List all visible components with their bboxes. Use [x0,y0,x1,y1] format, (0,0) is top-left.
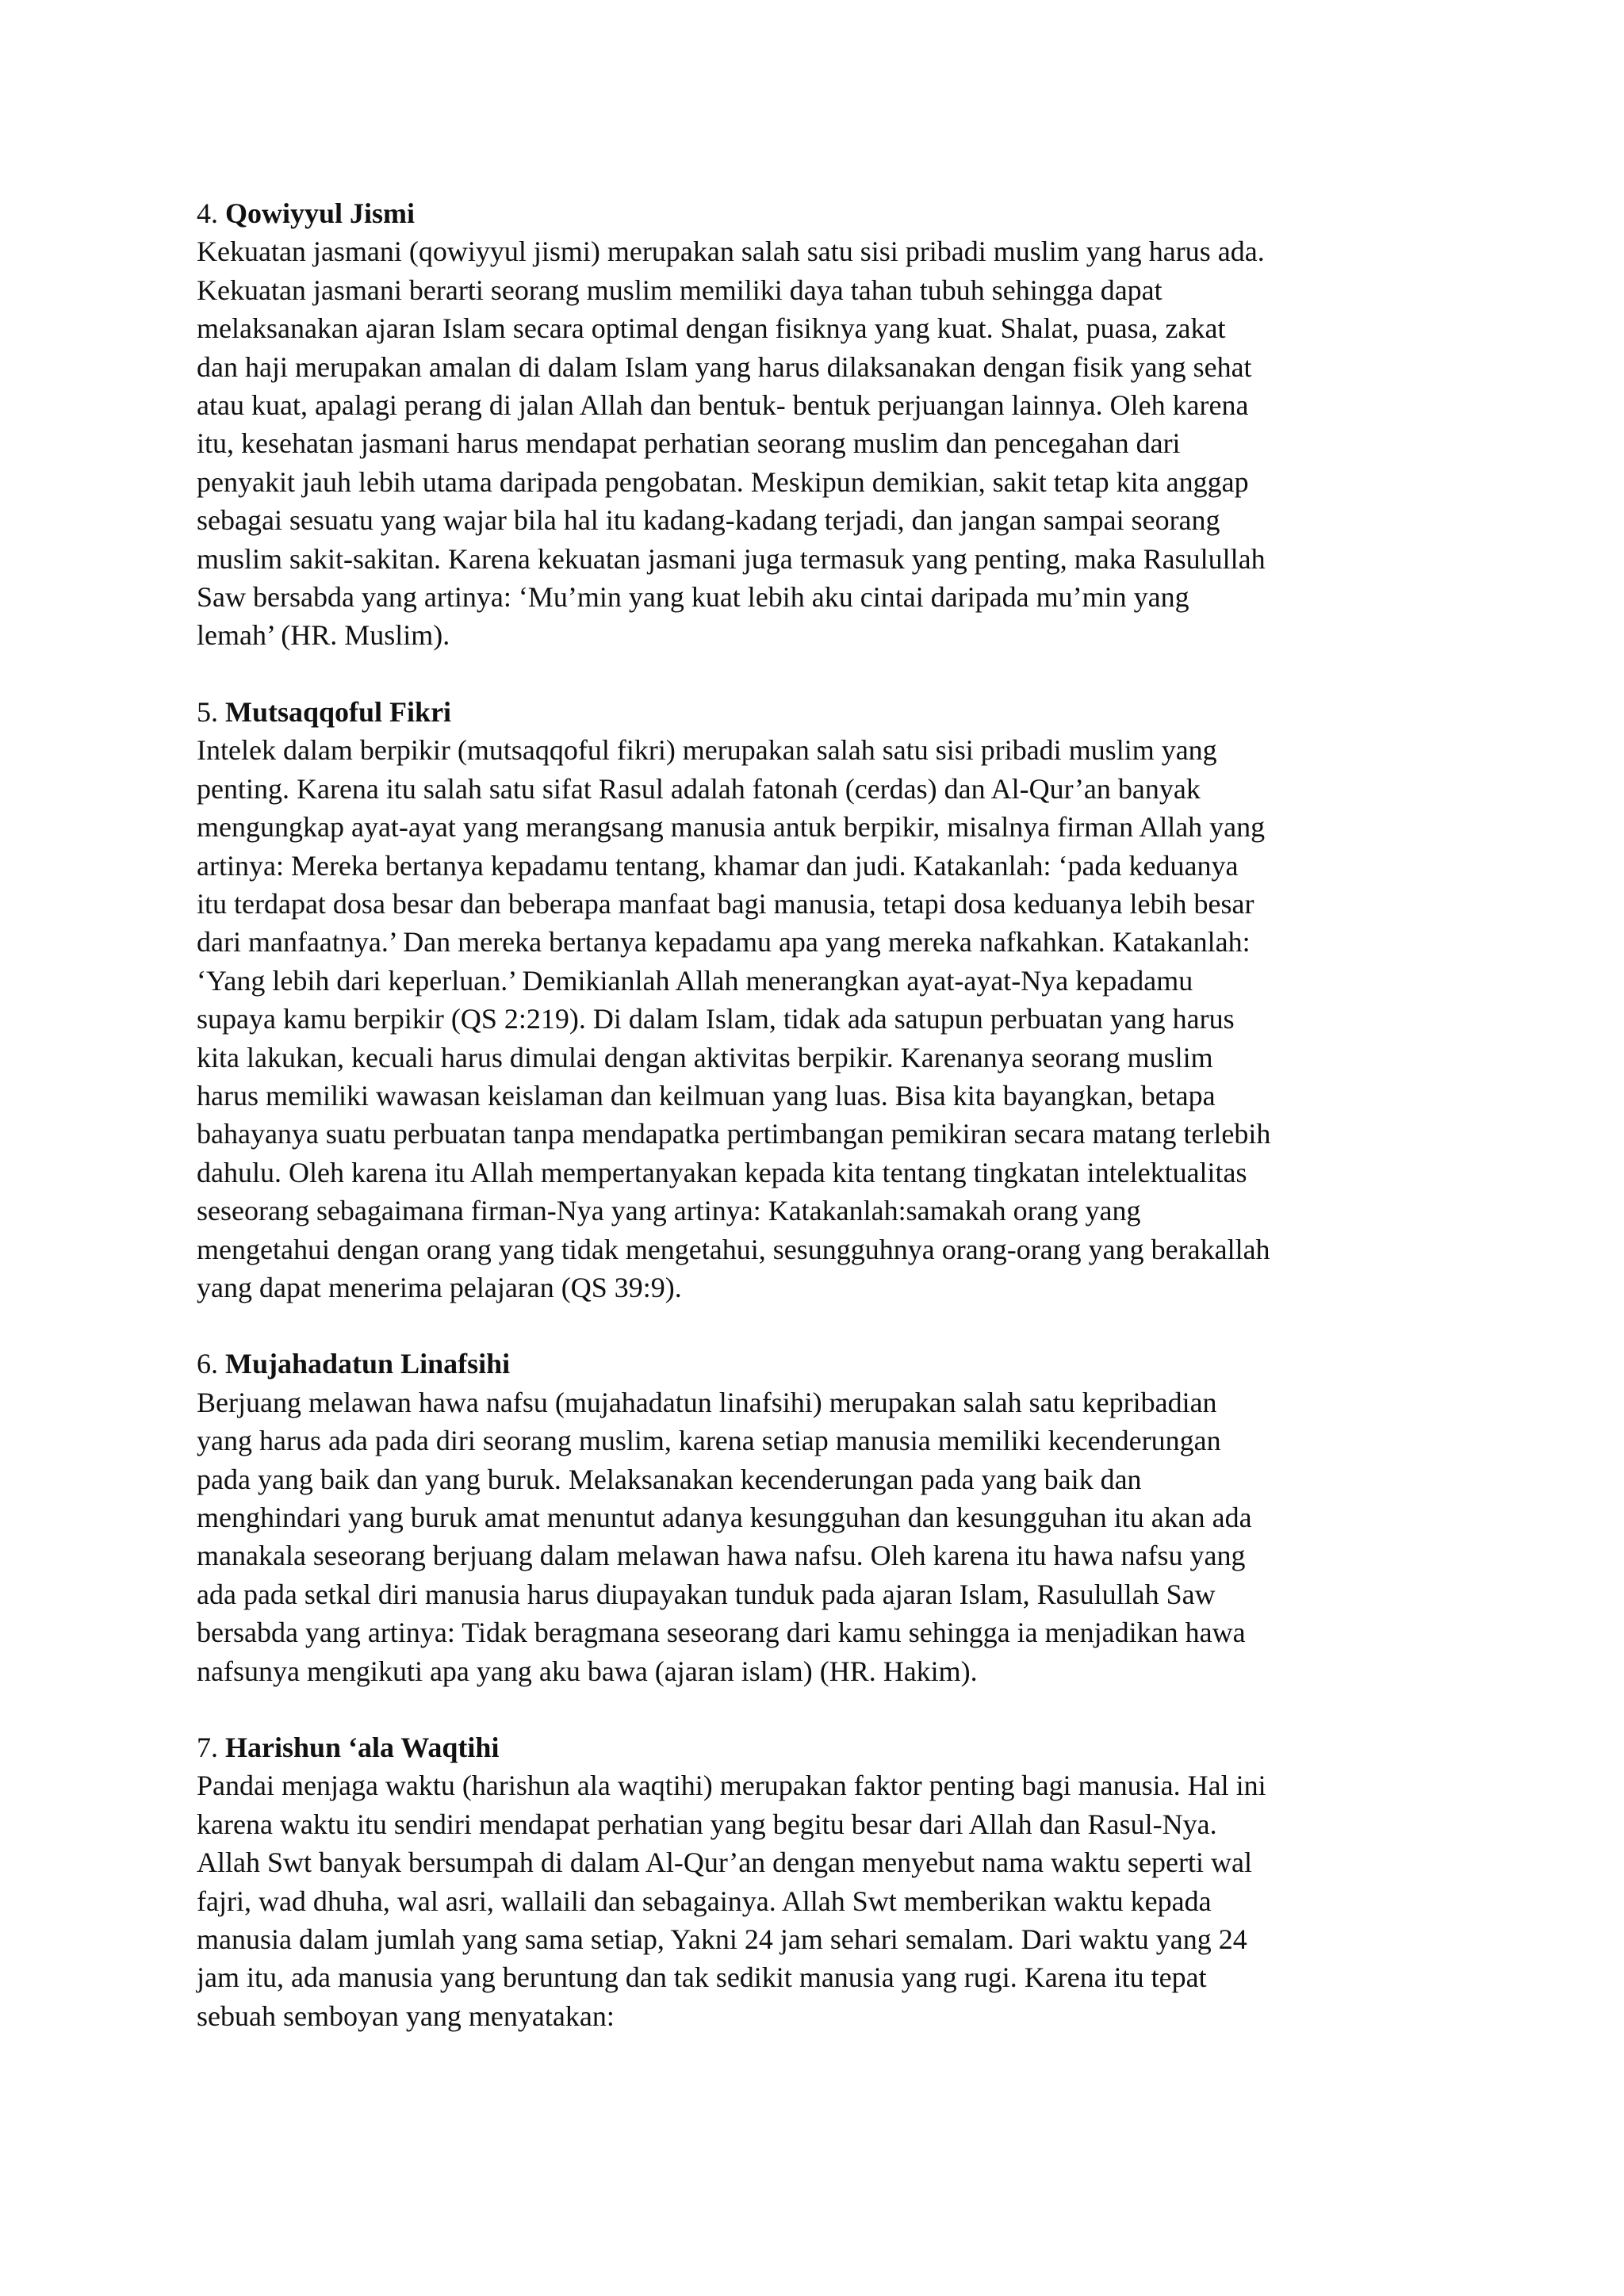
section-number: 7. [197,1732,218,1764]
section-title: Qowiyyul Jismi [225,197,416,229]
section-harishun-ala-waqtihi [197,1728,1434,2035]
paragraph-line: dari manfaatnya.’ Dan mereka bertanya kepadamu apa yang mereka nafkahkan. Katakanlah: [197,926,1251,959]
paragraph-line: yang dapat menerima pelajaran (QS 39:9). [197,1271,682,1303]
paragraph-line: ada pada setkal diri manusia harus diupayakan tunduk pada ajaran Islam, Rasulullah Saw [197,1578,1216,1610]
paragraph-line: itu, kesehatan jasmani harus mendapat perhatian seorang muslim dan pencegahan dari [197,427,1181,460]
paragraph-line: Saw bersabda yang artinya: ‘Mu’min yang kuat lebih aku cintai daripada mu’min yang [197,581,1189,614]
paragraph-line: penyakit jauh lebih utama daripada pengobatan. Meskipun demikian, sakit tetap kita anggap [197,465,1249,498]
paragraph-line: sebuah semboyan yang menyatakan: [197,1999,615,2032]
paragraph-line: melaksanakan ajaran Islam secara optimal dengan fisiknya yang kuat. Shalat, puasa, zakat [197,312,1226,345]
paragraph-line: manakala seseorang berjuang dalam melawan hawa nafsu. Oleh karena itu hawa nafsu yang [197,1540,1246,1572]
paragraph-line: Allah Swt banyak bersumpah di dalam Al-Qur’an dengan menyebut nama waktu seperti wal [197,1846,1252,1879]
paragraph-line: lemah’ (HR. Muslim). [197,619,450,652]
paragraph-line: seseorang sebagaimana firman-Nya yang artinya: Katakanlah:samakah orang yang [197,1195,1141,1227]
paragraph-line: dan haji merupakan amalan di dalam Islam yang harus dilaksanakan dengan fisik yang sehat [197,350,1252,383]
paragraph-line: Berjuang melawan hawa nafsu (mujahadatun linafsihi) merupakan salah satu kepribadian [197,1386,1217,1418]
paragraph-line: muslim sakit-sakitan. Karena kekuatan jasmani juga termasuk yang penting, maka Rasulullah [197,542,1266,575]
paragraph-line: artinya: Mereka bertanya kepadamu tentang, khamar dan judi. Katakanlah: ‘pada keduanya [197,849,1239,882]
paragraph-line: penting. Karena itu salah satu sifat Rasul adalah fatonah (cerdas) dan Al-Qur’an banyak [197,772,1201,805]
paragraph-line: itu terdapat dosa besar dan beberapa manfaat bagi manusia, tetapi dosa keduanya lebih besar [197,887,1254,920]
section-heading [197,1345,1434,1383]
paragraph-line: jam itu, ada manusia yang beruntung dan tak sedikit manusia yang rugi. Karena itu tepat [197,1961,1207,1994]
paragraph-line: karena waktu itu sendiri mendapat perhatian yang begitu besar dari Allah dan Rasul-Nya. [197,1808,1217,1840]
section-title: Mujahadatun Linafsihi [225,1348,511,1380]
paragraph-line: nafsunya mengikuti apa yang aku bawa (ajaran islam) (HR. Hakim). [197,1655,978,1687]
paragraph-line: bersabda yang artinya: Tidak beragmana seseorang dari kamu sehingga ia menjadikan hawa [197,1617,1246,1649]
document-page [197,194,1434,2073]
paragraph-line: mengetahui dengan orang yang tidak mengetahui, sesungguhnya orang-orang yang berakallah [197,1233,1270,1265]
section-number: 5. [197,695,218,728]
paragraph-line: fajri, wad dhuha, wal asri, wallaili dan sebagainya. Allah Swt memberikan waktu kepada [197,1885,1212,1917]
section-heading [197,693,1434,731]
section-heading [197,194,1434,232]
paragraph-line: Intelek dalam berpikir (mutsaqqoful fikri) merupakan salah satu sisi pribadi muslim yang [197,734,1217,767]
paragraph-line: mengungkap ayat-ayat yang merangsang manusia antuk berpikir, misalnya firman Allah yang [197,811,1266,844]
paragraph-line: dahulu. Oleh karena itu Allah mempertanyakan kepada kita tentang tingkatan intelektualitas [197,1156,1247,1188]
section-number: 4. [197,197,218,229]
paragraph-line: supaya kamu berpikir (QS 2:219). Di dalam Islam, tidak ada satupun perbuatan yang harus [197,1003,1235,1035]
section-mutsaqqoful-fikri [197,693,1434,1307]
paragraph-line: kita lakukan, kecuali harus dimulai dengan aktivitas berpikir. Karenanya seorang muslim [197,1041,1213,1073]
paragraph-line: Kekuatan jasmani berarti seorang muslim memiliki daya tahan tubuh sehingga dapat [197,274,1162,306]
section-mujahadatun-linafsihi [197,1345,1434,1690]
paragraph-line: Kekuatan jasmani (qowiyyul jismi) merupakan salah satu sisi pribadi muslim yang harus ada. [197,235,1265,268]
paragraph-line: atau kuat, apalagi perang di jalan Allah dan bentuk- bentuk perjuangan lainnya. Oleh karena [197,389,1249,422]
paragraph-line: sebagai sesuatu yang wajar bila hal itu kadang-kadang terjadi, dan jangan sampai seorang [197,504,1220,537]
paragraph-line: harus memiliki wawasan keislaman dan keilmuan yang luas. Bisa kita bayangkan, betapa [197,1079,1216,1112]
section-title: Mutsaqqoful Fikri [225,695,452,728]
paragraph-line: bahayanya suatu perbuatan tanpa mendapatka pertimbangan pemikiran secara matang terlebih [197,1118,1271,1150]
section-number: 6. [197,1348,218,1380]
paragraph-line: yang harus ada pada diri seorang muslim, karena setiap manusia memiliki kecenderungan [197,1425,1221,1457]
section-qowiyyul-jismi [197,194,1434,655]
paragraph-line: menghindari yang buruk amat menuntut adanya kesungguhan dan kesungguhan itu akan ada [197,1502,1252,1533]
section-title: Harishun ‘ala Waqtihi [225,1732,500,1764]
paragraph-line: ‘Yang lebih dari keperluan.’ Demikianlah Allah menerangkan ayat-ayat-Nya kepadamu [197,964,1193,997]
paragraph-line: pada yang baik dan yang buruk. Melaksanakan kecenderungan pada yang baik dan [197,1463,1142,1495]
section-heading [197,1728,1434,1766]
paragraph-line: Pandai menjaga waktu (harishun ala waqtihi) merupakan faktor penting bagi manusia. Hal ini [197,1770,1266,1802]
paragraph-line: manusia dalam jumlah yang sama setiap, Yakni 24 jam sehari semalam. Dari waktu yang 24 [197,1923,1247,1956]
